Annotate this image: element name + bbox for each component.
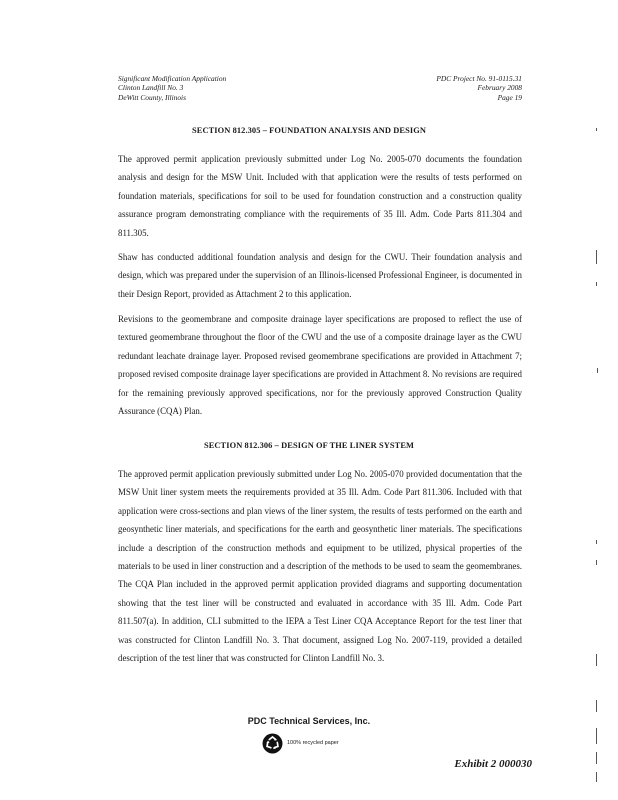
scan-artifact [596, 282, 597, 286]
scan-artifact [596, 540, 597, 544]
scan-artifact [596, 700, 597, 712]
exhibit-stamp: Exhibit 2 000030 [454, 758, 532, 770]
scan-artifact [596, 772, 597, 782]
header-left [118, 74, 226, 102]
header-right [436, 74, 522, 102]
scan-artifact [596, 128, 597, 131]
scan-artifact [596, 752, 597, 764]
header-page-number: Page 19 [497, 92, 522, 102]
recycle-icon [262, 733, 283, 754]
company-name: PDC Technical Services, Inc. [247, 716, 371, 726]
section1-paragraph-3: Revisions to the geomembrane and composite drainage layer specifications are proposed to reflect the use of textured geomembrane throughout the floor of the CWU and the use of a composite drainage layer as the CWU redundant leachate drainage layer. Proposed revised geomembrane specifications are provided in Attachment 7; proposed revised composite drainage layer specifications are provided in Attachment 8. No revisions are required for the remaining previously approved specifications, nor for the previously approved Construction Quality Assurance (CQA) Plan. [118, 314, 522, 417]
header-date: February 2008 [477, 83, 522, 93]
scan-artifact [597, 368, 598, 373]
section1-paragraph-1: The approved permit application previously submitted under Log No. 2005-070 documents the foundation analysis and design for the MSW Unit. Included with that application were the results of tests performed on foundation materials, specifications for soil to be used for foundation construction and a construction quality assurance program demonstrating compliance with the requirements of 35 Ill. Adm. Code Parts 811.304 and 811.305. [118, 154, 522, 238]
scan-artifact [596, 560, 597, 565]
section-812-305-heading: SECTION 812.305 – FOUNDATION ANALYSIS AND DESIGN [192, 126, 426, 135]
scan-artifact [596, 728, 597, 744]
header-facility-name: Clinton Landfill No. 3 [118, 83, 184, 93]
scan-artifact [596, 250, 597, 264]
header-application-title: Significant Modification Application [118, 74, 227, 83]
recycled-paper-note: 100% recycled paper [287, 740, 339, 746]
header-project-number: PDC Project No. 91-0115.31 [436, 74, 522, 83]
section1-paragraph-2: Shaw has conducted additional foundation analysis and design for the CWU. Their foundation analysis and design, which was prepared under the supervision of an Illinois-licensed Professional Engineer, is documented in their Design Report, provided as Attachment 2 to this application. [118, 252, 522, 299]
section2-paragraph-1: The approved permit application previously submitted under Log No. 2005-070 provided documentation that the MSW Unit liner system meets the requirements provided at 35 Ill. Adm. Code Part 811.306. Included with that application were cross-sections and plan views of the liner system, the results of tests performed on the earth and geosynthetic liner materials, and specifications for the earth and geosynthetic liner materials. The specifications include a description of the construction methods and equipment to be utilized, physical properties of the materials to be used in liner construction and a description of the methods to be used to seam the geomembranes. The CQA Plan included in the approved permit application provided diagrams and supporting documentation showing that the test liner will be constructed and evaluated in accordance with 35 Ill. Adm. Code Part 811.507(a). In addition, CLI submitted to the IEPA a Test Liner CQA Acceptance Report for the test liner that was constructed for Clinton Landfill No. 3. That document, assigned Log No. 2007-119, provided a detailed description of the test liner that was constructed for Clinton Landfill No. 3. [118, 469, 522, 664]
section-812-306-heading: SECTION 812.306 – DESIGN OF THE LINER SYSTEM [203, 441, 415, 450]
header-county: DeWitt County, Illinois [118, 92, 186, 102]
scan-artifact [596, 654, 597, 666]
